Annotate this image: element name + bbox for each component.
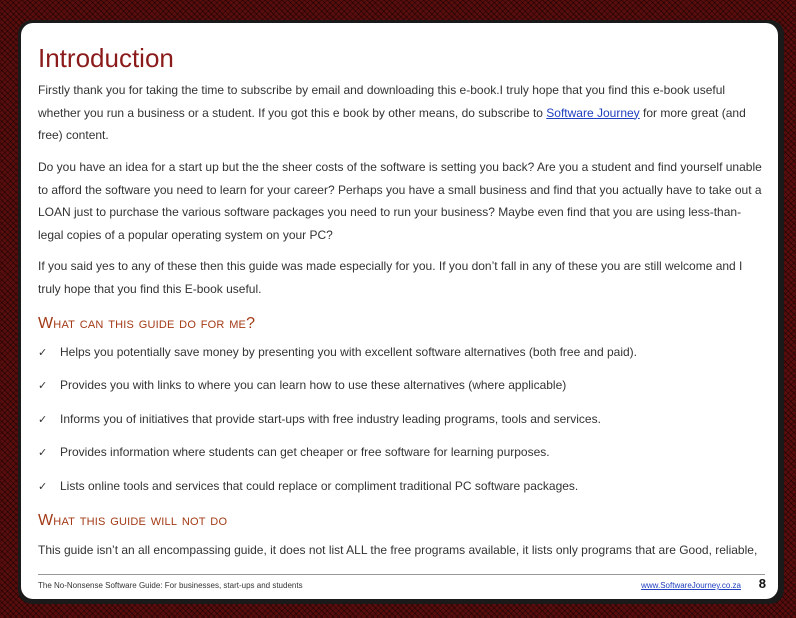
page-number: 8	[758, 576, 766, 591]
software-journey-link[interactable]: Software Journey	[546, 105, 640, 120]
list-item-text: Lists online tools and services that could replace or compliment traditional PC software packages.	[60, 479, 579, 493]
footer-divider	[38, 574, 765, 575]
intro-paragraph-3: If you said yes to any of these then this guide was made especially for you. If you don’t fall in any of these you are still welcome and I truly hope that you find this E-book useful.	[38, 259, 743, 296]
list-item-text: Helps you potentially save money by presenting you with excellent software alternatives (both free and paid).	[60, 345, 637, 359]
intro-paragraph-1	[38, 79, 766, 147]
checkmark-icon: ✓	[38, 380, 48, 392]
checkmark-icon: ✓	[38, 447, 48, 459]
list-item	[38, 479, 578, 493]
intro-p1-text-end: for more great (and free) content.	[38, 105, 746, 142]
page-title: Introduction	[38, 43, 174, 73]
footer-website-link[interactable]: www.SoftwareJourney.co.za	[641, 581, 741, 590]
section-heading-will-not: What this guide will not do	[38, 512, 228, 529]
footer-title: The No-Nonsense Software Guide: For businesses, start-ups and students	[38, 581, 303, 590]
document-page	[21, 23, 778, 599]
checkmark-icon: ✓	[38, 414, 48, 426]
checkmark-icon: ✓	[38, 347, 48, 359]
list-item	[38, 445, 550, 459]
list-item	[38, 378, 566, 392]
list-item-text: Provides you with links to where you can learn how to use these alternatives (where applicable)	[60, 378, 567, 392]
list-item	[38, 412, 601, 426]
list-item-text: Informs you of initiatives that provide start-ups with free industry leading programs, tools and services.	[60, 412, 601, 426]
list-item-text: Provides information where students can get cheaper or free software for learning purposes.	[60, 445, 550, 459]
intro-paragraph-2: Do you have an idea for a start up but the the sheer costs of the software is setting you back? Are you a student and find yourself unable to afford the software you need to learn for your career? Perhaps you have a small business and find that you actually have to take out a LOAN just to purchase the various software packages you need to run your business? Maybe even find that you are using less-than-legal copies of a popular operating system on your PC?	[38, 160, 762, 242]
section2-paragraph: This guide isn’t an all encompassing guide, it does not list ALL the free programs available, it lists only programs that are Good, reliable,	[38, 543, 758, 557]
section-heading-what-can: What can this guide do for me?	[38, 315, 256, 332]
checkmark-icon: ✓	[38, 481, 48, 493]
list-item	[38, 345, 637, 359]
intro-p1-text-start: Firstly thank you for taking the time to subscribe by email and downloading this e-book.I truly hope that you find this e-book useful whether you run a business or a student. If you got this e book by other means, do subscribe to	[38, 83, 726, 120]
